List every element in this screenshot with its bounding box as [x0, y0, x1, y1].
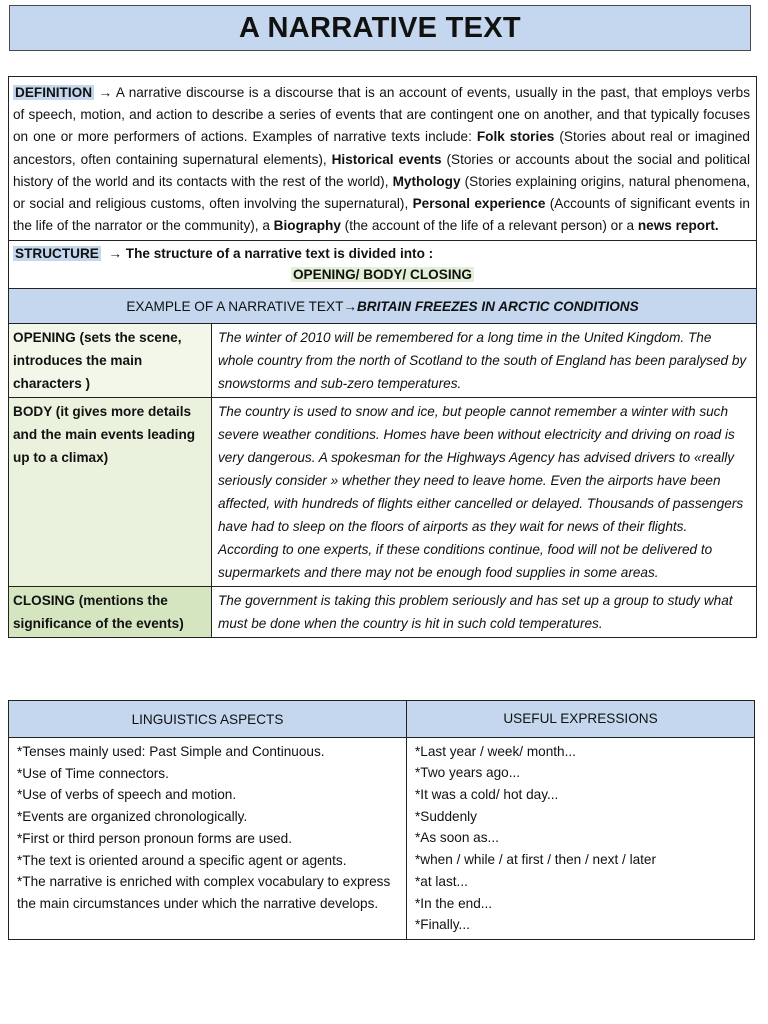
term-news-report: news report. [637, 218, 719, 234]
term-mythology: Mythology [392, 173, 461, 189]
structure-text: The structure of a narrative text is divided into : [121, 246, 434, 262]
list-item: *Tenses mainly used: Past Simple and Continuous. [17, 744, 325, 759]
linguistics-list [9, 738, 406, 918]
term-historical-events: Historical events [331, 151, 442, 167]
arrow-icon: → [108, 246, 122, 262]
list-item: *Finally... [415, 917, 470, 933]
list-item: *In the end... [415, 895, 493, 911]
linguistics-heading: LINGUISTICS ASPECTS [9, 701, 406, 738]
desc-folk-stories: (Stories about real or imagined ancestors, often containing supernatural elements), [13, 129, 750, 167]
list-item: *at last... [415, 873, 468, 889]
expressions-heading: USEFUL EXPRESSIONS [407, 701, 754, 738]
desc-personal-experience: (Accounts of significant events in the life of the narrator or the community), a [13, 196, 750, 234]
list-item: *The narrative is enriched with complex vocabulary to express the main circumstances under which the narrative develops. [17, 874, 391, 911]
list-item: *Use of Time connectors. [17, 765, 169, 781]
list-item: *Suddenly [415, 808, 477, 824]
example-row-opening [9, 324, 756, 398]
structure-label: STRUCTURE [15, 246, 99, 262]
desc-biography: (the account of the life of a relevant person) or a [340, 218, 638, 234]
row-label: BODY (it gives more details and the main events leading up to a climax) [9, 398, 212, 586]
list-item: *The text is oriented around a specific agent or agents. [17, 852, 347, 868]
row-label: OPENING (sets the scene, introduces the main characters ) [9, 324, 212, 397]
desc-historical-events: (Stories or accounts about the social and political history of the world and its contacts with the rest of the world), [13, 151, 751, 189]
desc-mythology: (Stories explaining origins, natural phenomena, or social and religious customs, often involving the supernatural), [13, 173, 750, 212]
term-biography: Biography [273, 218, 341, 234]
list-item: *It was a cold/ hot day... [415, 787, 559, 803]
page-title: A NARRATIVE TEXT [9, 5, 751, 51]
linguistics-column [9, 701, 407, 939]
row-text: The winter of 2010 will be remembered for a long time in the United Kingdom. The whole country from the north of Scotland to the south of England has been paralysed by snowstorms and sub-zero temperatures. [218, 330, 747, 392]
example-heading-label: EXAMPLE OF A NARRATIVE TEXT [126, 298, 344, 314]
list-item: *Events are organized chronologically. [17, 809, 248, 825]
list-item: *Two years ago... [415, 765, 521, 781]
definition-section [9, 77, 756, 241]
arrow-icon: → [343, 298, 357, 314]
expressions-column [407, 701, 754, 939]
term-folk-stories: Folk stories [476, 129, 555, 145]
list-item: *Use of verbs of speech and motion. [17, 787, 237, 803]
example-row-closing [9, 587, 756, 637]
row-text: The government is taking this problem seriously and has set up a group to study what must be done when the country is hit in such cold temperatures. [218, 593, 733, 632]
list-item: *Last year / week/ month... [415, 743, 576, 759]
structure-section [9, 241, 756, 289]
definition-intro: A narrative discourse is a discourse that is an account of events, usually in the past, that employs verbs of speech, motion, and action to describe a series of events that are contingent one on another, and that typically focuses on one or more performers of actions. Examples of narrative texts include: [13, 85, 750, 145]
list-item: *As soon as... [415, 830, 499, 846]
arrow-icon: → [98, 85, 113, 100]
list-item: *when / while / at first / then / next / later [415, 852, 657, 868]
term-personal-experience: Personal experience [412, 196, 546, 212]
list-item: *First or third person pronoun forms are used. [17, 830, 293, 846]
structure-parts: OPENING/ BODY/ CLOSING [292, 267, 472, 283]
example-title: BRITAIN FREEZES IN ARCTIC CONDITIONS [356, 298, 639, 314]
aspects-table [8, 700, 755, 940]
definition-label: DEFINITION [15, 85, 93, 100]
main-table [8, 76, 757, 638]
row-text: The country is used to snow and ice, but people cannot remember a winter with such severe weather conditions. Homes have been without electricity and driving on road is very dangerous. A spokesman for the Highways Agency has advised drivers to «really seriously consider » whether they need to leave home. Even the airports have been affected, with hundreds of flights either cancelled or delayed. Thousands of passengers have had to sleep on the floors of airports as they wait for news of their flights. According to one experts, if these conditions continue, food will not be delivered to supermarkets and there may not be enough food supplies in some areas. [218, 404, 744, 581]
expressions-list [407, 738, 754, 939]
example-row-body [9, 398, 756, 587]
row-label: CLOSING (mentions the significance of the events) [9, 587, 212, 637]
example-heading [9, 289, 756, 324]
